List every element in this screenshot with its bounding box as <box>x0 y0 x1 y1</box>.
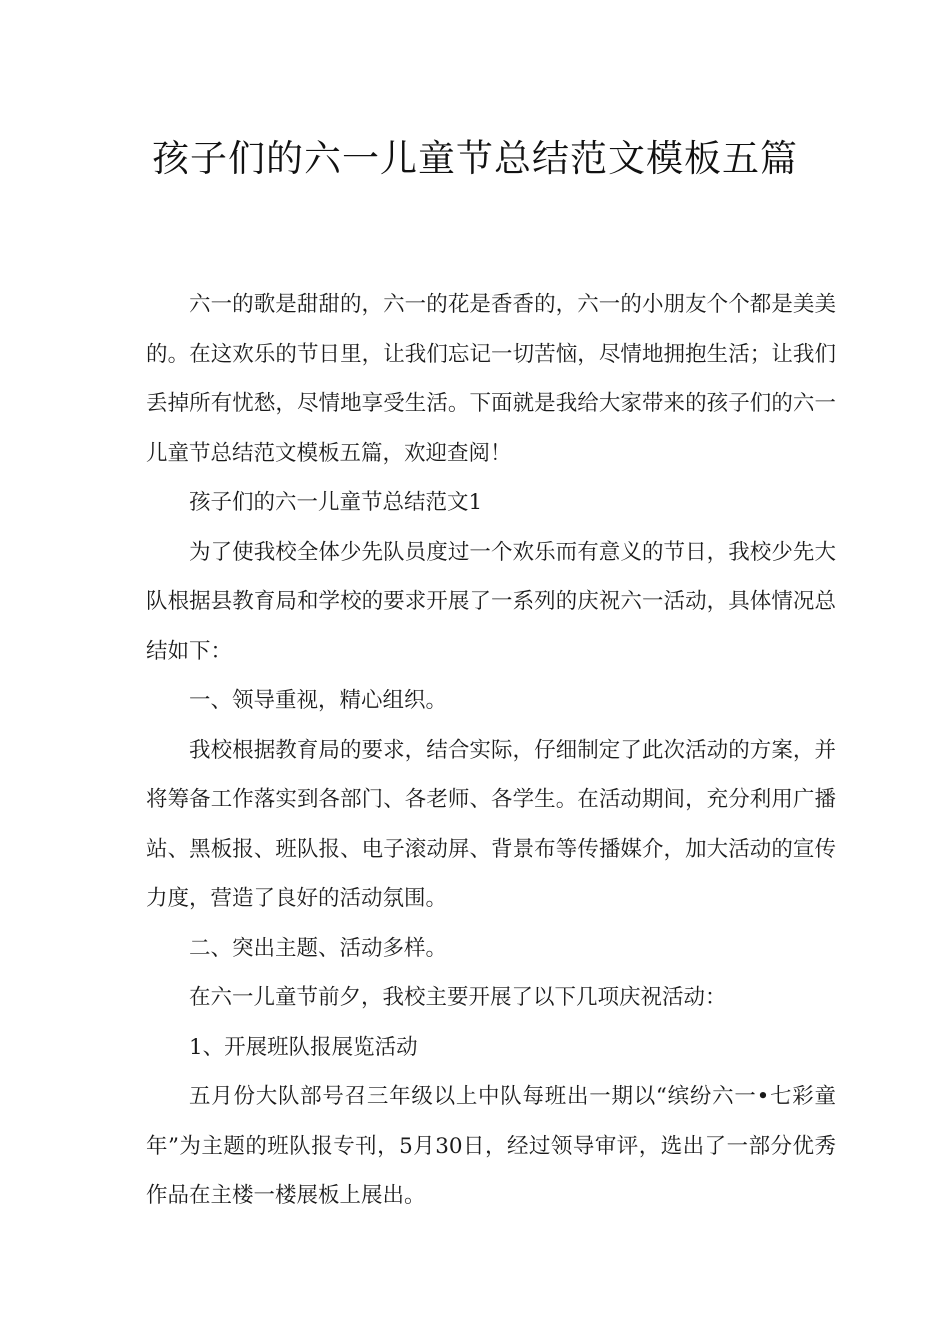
document-title: 孩子们的六一儿童节总结范文模板五篇 <box>152 137 798 180</box>
body-paragraph: 在六一儿童节前夕，我校主要开展了以下几项庆祝活动： <box>189 985 727 1010</box>
body-paragraph: 我校根据教育局的要求，结合实际，仔细制定了此次活动的方案，并将筹备工作落实到各部门、各老师、各学生。在活动期间，充分利用广播站、黑板报、班队报、电子滚动屏、背景布等传播媒介，加大活动的宣传力度，营造了良好的活动氛围。 <box>146 737 836 911</box>
subsection-heading: 二、突出主题、活动多样。 <box>189 935 448 961</box>
body-paragraph: 五月份大队部号召三年级以上中队每班出一期以“缤纷六一•七彩童年”为主题的班队报专刊，5月30日，经过领导审评，选出了一部分优秀作品在主楼一楼展板上展出。 <box>146 1084 836 1208</box>
intro-paragraph: 六一的歌是甜甜的，六一的花是香香的，六一的小朋友个个都是美美的。在这欢乐的节日里，让我们忘记一切苦恼，尽情地拥抱生活；让我们丢掉所有忧愁，尽情地享受生活。下面就是我给大家带来的孩子们的六一儿童节总结范文模板五篇，欢迎查阅！ <box>146 292 836 466</box>
document-body <box>146 280 836 1221</box>
subsection-heading: 一、领导重视，精心组织。 <box>189 688 448 713</box>
body-paragraph: 为了使我校全体少先队员度过一个欢乐而有意义的节日，我校少先大队根据县教育局和学校的要求开展了一系列的庆祝六一活动，具体情况总结如下： <box>146 539 836 664</box>
section-heading: 孩子们的六一儿童节总结范文1 <box>189 490 483 515</box>
list-item-heading: 1、开展班队报展览活动 <box>189 1034 418 1060</box>
